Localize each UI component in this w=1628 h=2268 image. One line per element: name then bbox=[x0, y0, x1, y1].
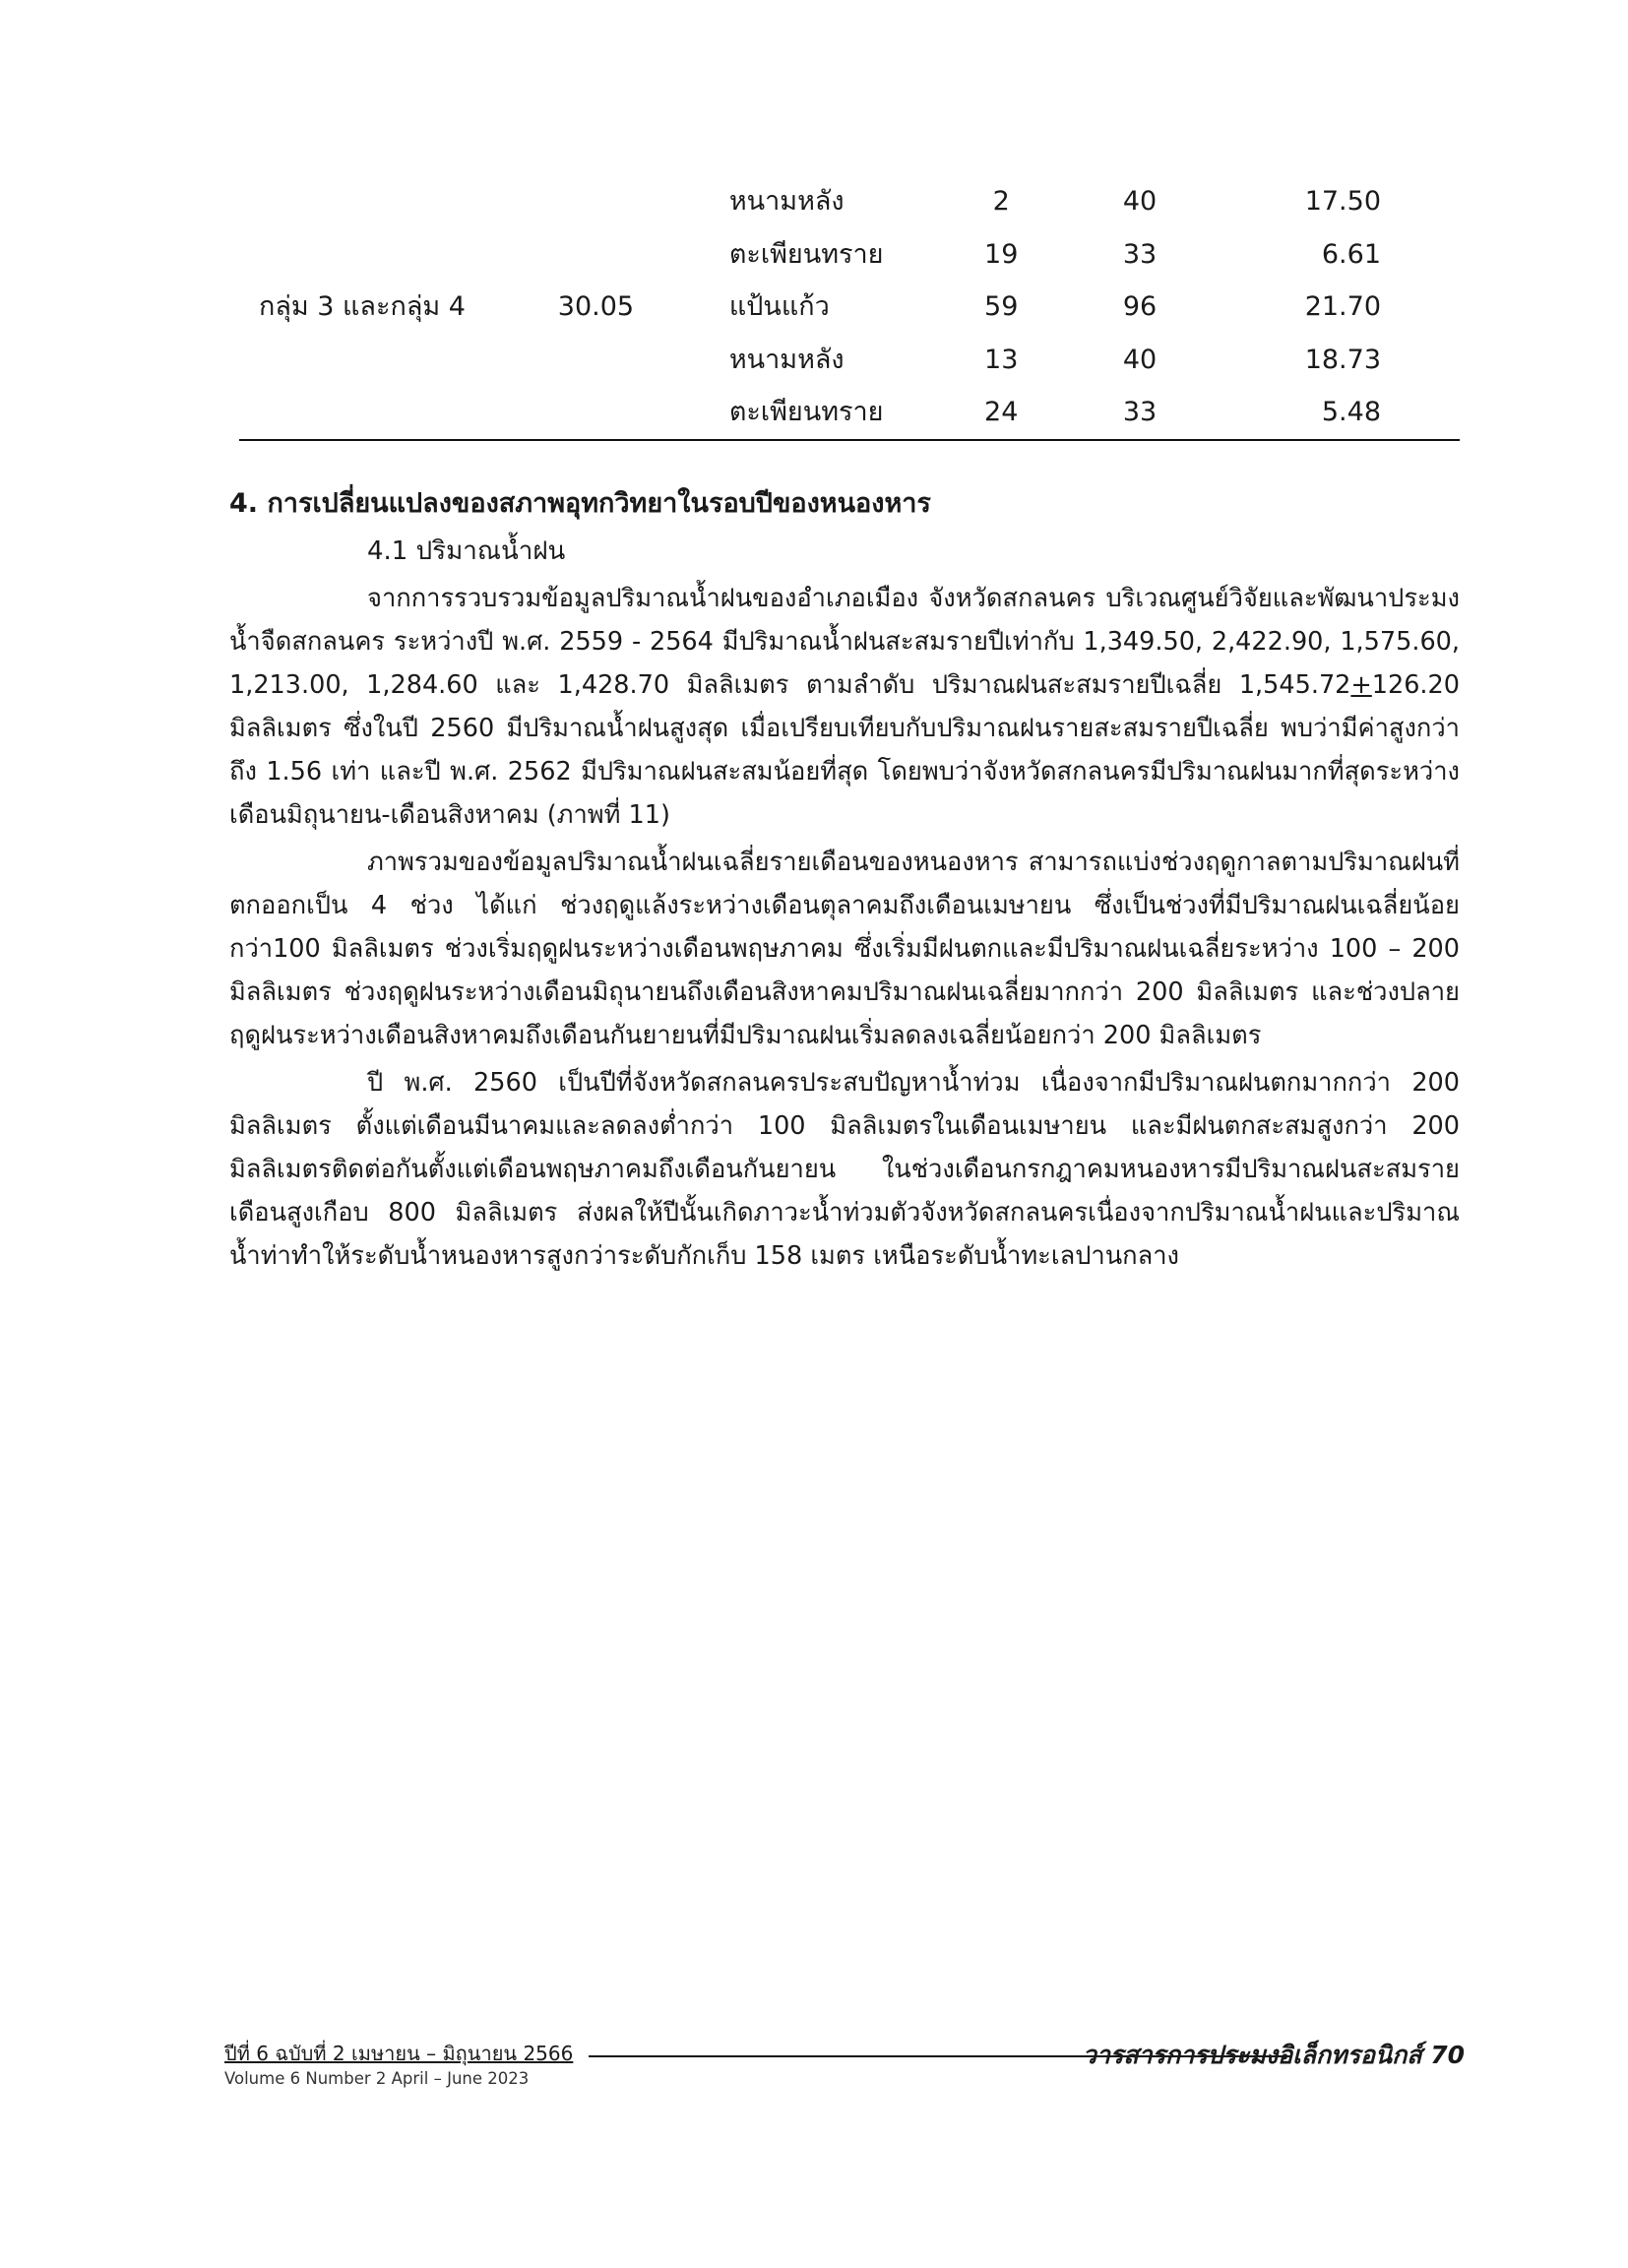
table-cell-value-2: 40 bbox=[1122, 344, 1158, 375]
table-cell-value-1: 19 bbox=[984, 238, 1019, 270]
plus-minus-sign: + bbox=[1350, 670, 1372, 700]
data-table-fragment bbox=[239, 175, 1460, 441]
table-cell-avg bbox=[527, 334, 715, 387]
table-cell-site: ตะเพียนทราย bbox=[728, 397, 884, 428]
table-row bbox=[239, 228, 1460, 282]
table-row bbox=[239, 334, 1460, 387]
table-cell-avg bbox=[527, 228, 715, 282]
table-cell-value-2: 33 bbox=[1122, 397, 1158, 428]
table-cell-value-3: 21.70 bbox=[1304, 291, 1381, 323]
table-cell-avg: 30.05 bbox=[557, 291, 635, 323]
table-cell-value-3: 6.61 bbox=[1321, 238, 1381, 270]
table-cell-group: กลุ่ม 3 และกลุ่ม 4 bbox=[259, 291, 466, 323]
footer-journal-title-page-number: วารสารการประมงอิเล็กทรอนิกส์ 70 bbox=[1082, 2041, 1465, 2069]
table-cell-value-1: 24 bbox=[984, 397, 1019, 428]
table-cell-avg bbox=[527, 175, 715, 228]
table-row bbox=[239, 386, 1460, 439]
paragraph-flood-2560: ปี พ.ศ. 2560 เป็นปีที่จังหวัดสกลนครประสบปัญหาน้ำท่วม เนื่องจากมีปริมาณฝนตกมากกว่า 200 มิลลิเมตร ตั้งแต่เดือนมีนาคมและลดลงต่ำกว่า 100 มิลลิเมตรในเดือนเมษายน และมีฝนตกสะสมสูงกว่า 200 มิลลิเมตรติดต่อกันตั้งแต่เดือนพฤษภาคมถึงเดือนกันยายน ในช่วงเดือนกรกฎาคมหนองหารมีปริมาณฝนสะสมรายเดือนสูงเกือบ 800 มิลลิเมตร ส่งผลให้ปีนั้นเกิดภาวะน้ำท่วมตัวจังหวัดสกลนครเนื่องจากปริมาณน้ำฝนและปริมาณน้ำท่าทำให้ระดับน้ำหนองหารสูงกว่าระดับกักเก็บ 158 เมตร เหนือระดับน้ำทะเลปานกลาง bbox=[229, 1068, 1460, 1271]
table-row bbox=[239, 175, 1460, 228]
table-cell-site: หนามหลัง bbox=[728, 186, 845, 218]
paragraph-rainfall-summary bbox=[229, 577, 1460, 837]
table-bottom-rule bbox=[239, 439, 1460, 441]
footer-issue-english: Volume 6 Number 2 April – June 2023 bbox=[224, 2069, 530, 2088]
table-cell-value-3: 17.50 bbox=[1304, 186, 1381, 218]
article-body bbox=[229, 484, 1460, 1282]
table-cell-site: แป้นแก้ว bbox=[728, 291, 830, 323]
paragraph-text: 126.20 มิลลิเมตร ซึ่งในปี 2560 มีปริมาณน้ำฝนสูงสุด เมื่อเปรียบเทียบกับปริมาณฝนรายสะสมรายปีเฉลี่ย พบว่ามีค่าสูงกว่าถึง 1.56 เท่า และปี พ.ศ. 2562 มีปริมาณฝนสะสมน้อยที่สุด โดยพบว่าจังหวัดสกลนครมีปริมาณฝนมากที่สุดระหว่างเดือนมิถุนายน-เดือนสิงหาคม (ภาพที่ 11) bbox=[229, 670, 1460, 830]
fish-data-table bbox=[239, 175, 1460, 439]
table-cell-value-2: 96 bbox=[1122, 291, 1158, 323]
table-row bbox=[239, 281, 1460, 334]
table-cell-value-1: 2 bbox=[992, 186, 1010, 218]
section-heading: 4. การเปลี่ยนแปลงของสภาพอุทกวิทยาในรอบปีของหนองหาร bbox=[229, 488, 931, 519]
footer-issue-thai: ปีที่ 6 ฉบับที่ 2 เมษายน – มิถุนายน 2566 bbox=[224, 2042, 574, 2065]
table-cell-value-2: 33 bbox=[1122, 238, 1158, 270]
table-cell-value-1: 59 bbox=[984, 291, 1019, 323]
table-cell-site: ตะเพียนทราย bbox=[728, 238, 884, 270]
table-cell-group bbox=[239, 228, 527, 282]
table-cell-site: หนามหลัง bbox=[728, 344, 845, 375]
paragraph-seasons: ภาพรวมของข้อมูลปริมาณน้ำฝนเฉลี่ยรายเดือนของหนองหาร สามารถแบ่งช่วงฤดูกาลตามปริมาณฝนที่ตกออกเป็น 4 ช่วง ได้แก่ ช่วงฤดูแล้งระหว่างเดือนตุลาคมถึงเดือนเมษายน ซึ่งเป็นช่วงที่มีปริมาณฝนเฉลี่ยน้อยกว่า100 มิลลิเมตร ช่วงเริ่มฤดูฝนระหว่างเดือนพฤษภาคม ซึ่งเริ่มมีฝนตกและมีปริมาณฝนเฉลี่ยระหว่าง 100 – 200 มิลลิเมตร ช่วงฤดูฝนระหว่างเดือนมิถุนายนถึงเดือนสิงหาคมปริมาณฝนเฉลี่ยมากกว่า 200 มิลลิเมตร และช่วงปลายฤดูฝนระหว่างเดือนสิงหาคมถึงเดือนกันยายนที่มีปริมาณฝนเริ่มลดลงเฉลี่ยน้อยกว่า 200 มิลลิเมตร bbox=[229, 848, 1460, 1050]
table-cell-value-3: 18.73 bbox=[1304, 344, 1381, 375]
table-cell-group bbox=[239, 386, 527, 439]
table-cell-value-1: 13 bbox=[984, 344, 1019, 375]
paragraph-text: จากการรวบรวมข้อมูลปริมาณน้ำฝนของอำเภอเมือง จังหวัดสกลนคร บริเวณศูนย์วิจัยและพัฒนาประมงน้ำจืดสกลนคร ระหว่างปี พ.ศ. 2559 - 2564 มีปริมาณน้ำฝนสะสมรายปีเท่ากับ 1,349.50, 2,422.90, 1,575.60, 1,213.00, 1,284.60 และ 1,428.70 มิลลิเมตร ตามลำดับ ปริมาณฝนสะสมรายปีเฉลี่ย 1,545.72 bbox=[229, 584, 1460, 700]
table-cell-value-2: 40 bbox=[1122, 186, 1158, 218]
table-cell-avg bbox=[527, 386, 715, 439]
table-cell-value-3: 5.48 bbox=[1321, 397, 1381, 428]
subsection-heading: 4.1 ปริมาณน้ำฝน bbox=[367, 536, 566, 566]
table-cell-group bbox=[239, 334, 527, 387]
table-cell-group bbox=[239, 175, 527, 228]
page-footer bbox=[224, 2028, 1465, 2087]
